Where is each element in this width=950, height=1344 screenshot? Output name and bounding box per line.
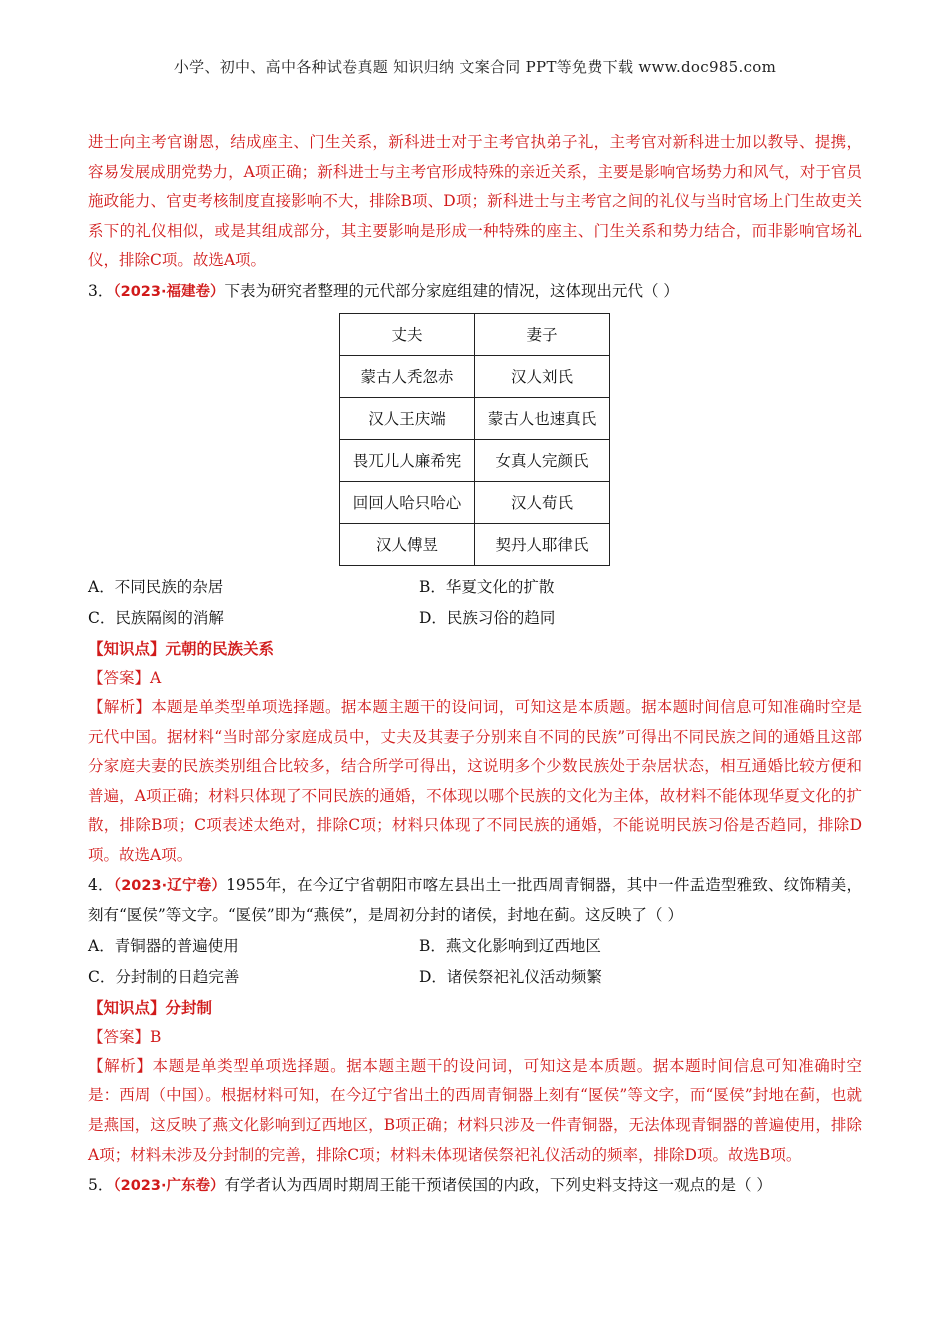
table-cell: 汉人刘氏 xyxy=(475,355,610,397)
question-4-text: 1955年，在今辽宁省朝阳市喀左县出土一批西周青铜器，其中一件盂造型雅致、纹饰精美，刻有“匽侯”等文字。“匽侯”即为“燕侯”，是周初分封的诸侯，封地在蓟。这反映了（ ） xyxy=(88,875,862,925)
family-table xyxy=(339,313,610,566)
question-4-knowledge-point: 【知识点】分封制 xyxy=(88,998,213,1017)
table-header-cell: 丈夫 xyxy=(340,313,475,355)
document-body xyxy=(88,128,862,1201)
table-cell: 畏兀儿人廉希宪 xyxy=(340,439,475,481)
question-3 xyxy=(88,276,862,871)
question-3-source: （2023·福建卷） xyxy=(113,283,225,300)
question-3-stem xyxy=(88,276,862,307)
question-3-knowledge-point: 【知识点】元朝的民族关系 xyxy=(88,639,275,658)
question-4-answer: 【答案】B xyxy=(88,1027,162,1046)
question-5-stem xyxy=(88,1170,862,1201)
table-row xyxy=(340,355,610,397)
question-5 xyxy=(88,1170,862,1201)
option-c: C．分封制的日趋完善 xyxy=(88,967,240,986)
question-3-answer: 【答案】A xyxy=(88,668,162,687)
option-d: D．民族习俗的趋同 xyxy=(419,608,556,627)
option-c: C．民族隔阂的消解 xyxy=(88,608,224,627)
table-row xyxy=(340,523,610,565)
option-a: A．不同民族的杂居 xyxy=(88,577,224,596)
table-cell: 汉人荀氏 xyxy=(475,481,610,523)
table-row xyxy=(340,439,610,481)
table-header-cell: 妻子 xyxy=(475,313,610,355)
table-cell: 回回人哈只哈心 xyxy=(340,481,475,523)
table-row xyxy=(340,397,610,439)
question-3-text: 下表为研究者整理的元代部分家庭组建的情况，这体现出元代（ ） xyxy=(224,281,679,300)
question-3-number: 3． xyxy=(88,281,114,300)
question-3-options xyxy=(88,572,862,634)
table-cell: 女真人完颜氏 xyxy=(475,439,610,481)
page-header: 小学、初中、高中各种试卷真题 知识归纳 文案合同 PPT等免费下载 www.doc985.com xyxy=(173,58,777,76)
question-4-analysis: 【解析】本题是单类型单项选择题。据本题主题干的设问词，可知这是本质题。据本题时间信息可知准确时空是：西周（中国）。根据材料可知，在今辽宁省出土的西周青铜器上刻有“匽侯”等文字，而“匽侯”封地在蓟，也就是燕国，这反映了燕文化影响到辽西地区，B项正确；材料只涉及一件青铜器，无法体现青铜器的普遍使用，排除A项；材料未涉及分封制的完善，排除C项；材料未体现诸侯祭祀礼仪活动的频率，排除D项。故选B项。 xyxy=(88,1056,862,1164)
table-header-row xyxy=(340,313,610,355)
question-3-analysis: 【解析】本题是单类型单项选择题。据本题主题干的设问词，可知这是本质题。据本题时间信息可知准确时空是元代中国。据材料“当时部分家庭成员中，丈夫及其妻子分别来自不同的民族”可得出不同民族之间的通婚且这部分家庭夫妻的民族类别组合比较多，结合所学可得出，这说明多个少数民族处于杂居状态，相互通婚比较方便和普遍，A项正确；材料只体现了不同民族的通婚，不体现以哪个民族的文化为主体，故材料不能体现华夏文化的扩散，排除B项；C项表述太绝对，排除C项；材料只体现了不同民族的通婚，不能说明民族习俗是否趋同，排除D项。故选A项。 xyxy=(88,697,862,864)
table-cell: 契丹人耶律氏 xyxy=(475,523,610,565)
table-row xyxy=(340,481,610,523)
question-5-number: 5． xyxy=(88,1176,114,1195)
option-b: B．燕文化影响到辽西地区 xyxy=(419,936,601,955)
question-5-source: （2023·广东卷） xyxy=(113,1178,225,1195)
table-cell: 蒙古人秃忽赤 xyxy=(340,355,475,397)
question-4-options xyxy=(88,931,862,993)
question-4 xyxy=(88,871,862,1171)
option-d: D．诸侯祭祀礼仪活动频繁 xyxy=(419,967,602,986)
question-4-source: （2023·辽宁卷） xyxy=(113,877,227,894)
option-b: B．华夏文化的扩散 xyxy=(419,577,555,596)
question-5-text: 有学者认为西周时期周王能干预诸侯国的内政，下列史料支持这一观点的是（ ） xyxy=(224,1176,772,1195)
option-a: A．青铜器的普遍使用 xyxy=(88,936,239,955)
table-cell: 汉人傅昱 xyxy=(340,523,475,565)
question-4-stem xyxy=(88,871,862,931)
previous-question-analysis: 进士向主考官谢恩，结成座主、门生关系，新科进士对于主考官执弟子礼，主考官对新科进士加以教导、提携，容易发展成朋党势力，A项正确；新科进士与主考官形成特殊的亲近关系，主要是影响官场势力和风气，对于官员施政能力、官吏考核制度直接影响不大，排除B项、D项；新科进士与主考官之间的礼仪与当时官场上门生故吏关系下的礼仪相似，或是其组成部分，其主要影响是形成一种特殊的座主、门生关系和势力结合，而非影响官场礼仪，排除C项。故选A项。 xyxy=(88,133,862,270)
table-cell: 蒙古人也速真氏 xyxy=(475,397,610,439)
question-4-number: 4． xyxy=(88,875,114,894)
table-cell: 汉人王庆端 xyxy=(340,397,475,439)
